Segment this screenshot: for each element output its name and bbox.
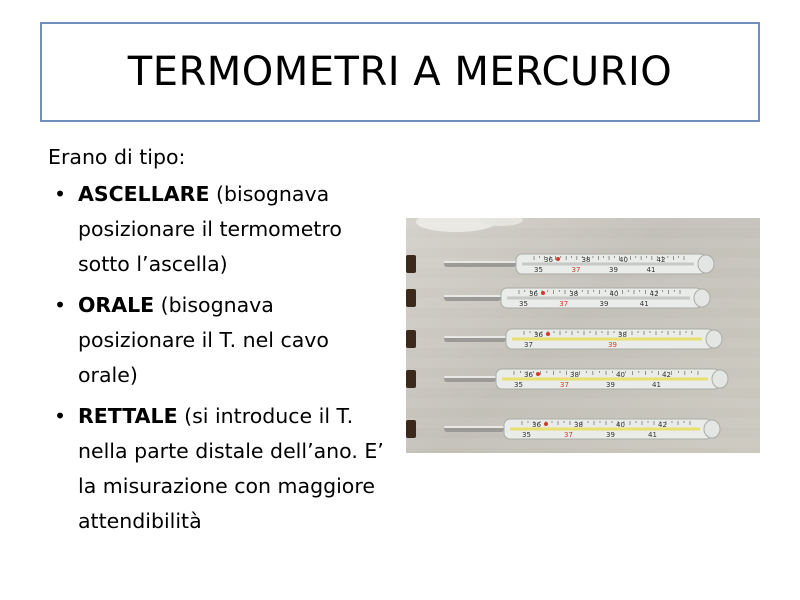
thermometer-tip-highlight — [444, 426, 504, 428]
thermometer-tip-highlight — [444, 336, 506, 338]
bullet-icon: • — [54, 182, 67, 206]
bullet-list — [48, 177, 393, 539]
cloth-texture — [406, 398, 760, 408]
scale-number: 40 — [619, 256, 628, 264]
scale-number: 40 — [609, 290, 619, 298]
cloth-texture — [406, 318, 760, 328]
red-marker — [536, 372, 540, 376]
bullet-title: RETTALE — [78, 404, 178, 428]
scale-number: 39 — [606, 381, 615, 389]
thermometer-cap — [406, 255, 416, 273]
bullet-title: ASCELLARE — [78, 182, 210, 206]
scale-number: 35 — [522, 431, 531, 439]
scale-number: 35 — [514, 381, 523, 389]
body-text — [48, 140, 393, 545]
thermometer-bulb — [704, 420, 720, 438]
title-box — [40, 22, 760, 122]
scale-number: 42 — [662, 371, 671, 379]
scale-number: 38 — [618, 331, 627, 339]
cloth-texture — [406, 278, 760, 288]
scale-number: 39 — [609, 266, 618, 274]
scale-number: 38 — [581, 256, 591, 264]
scale-number: 37 — [560, 381, 569, 389]
thermometer-tip-highlight — [444, 376, 496, 378]
scale-number: 39 — [606, 431, 615, 439]
red-marker — [546, 332, 550, 336]
thermometer-bulb — [706, 330, 722, 348]
red-marker — [541, 291, 545, 295]
bullet-text: (bisognava posizionare il T. nel cavo orale) — [78, 293, 329, 387]
scale-number: 38 — [570, 371, 579, 379]
thermometer-cap — [406, 420, 416, 438]
scale-number: 38 — [569, 290, 579, 298]
thermometers-photo — [406, 218, 760, 453]
scale-number: 40 — [616, 421, 625, 429]
bullet-item-rettale — [48, 399, 393, 539]
scale-number: 41 — [648, 431, 657, 439]
scale-number: 38 — [574, 421, 583, 429]
cloth-texture — [406, 238, 760, 248]
scale-number: 42 — [658, 421, 667, 429]
thermometer-cap — [406, 330, 416, 348]
bullet-title: ORALE — [78, 293, 155, 317]
scale-number: 41 — [646, 266, 656, 274]
red-marker — [556, 257, 560, 261]
scale-number: 39 — [608, 341, 617, 349]
thermometer-tip-highlight — [444, 295, 501, 297]
scale-number: 37 — [559, 300, 569, 308]
scale-number: 35 — [534, 266, 543, 274]
scale-number: 36 — [534, 331, 543, 339]
scale-number: 37 — [571, 266, 581, 274]
thermometer-cap — [406, 289, 416, 307]
thermometer-bulb — [698, 255, 714, 273]
scale-number: 39 — [599, 300, 609, 308]
scale-number: 37 — [564, 431, 573, 439]
bullet-item-ascellare — [48, 177, 393, 282]
scale-number: 42 — [649, 290, 659, 298]
scale-number: 35 — [519, 300, 528, 308]
scale-number: 36 — [529, 290, 538, 298]
thermometer-cap — [406, 370, 416, 388]
scale-number: 36 — [532, 421, 541, 429]
scale-number: 40 — [616, 371, 625, 379]
bullet-icon: • — [54, 404, 67, 428]
thermometer-bulb — [694, 289, 710, 307]
intro-text: Erano di tipo: — [48, 145, 186, 169]
slide-title: TERMOMETRI A MERCURIO — [127, 49, 673, 95]
scale-number: 36 — [544, 256, 553, 264]
bullet-item-orale — [48, 288, 393, 393]
red-marker — [544, 422, 548, 426]
bullet-icon: • — [54, 293, 67, 317]
scale-number: 41 — [652, 381, 661, 389]
thermometer-tip-highlight — [444, 261, 516, 263]
scale-number: 41 — [639, 300, 649, 308]
cloth-texture — [406, 358, 760, 368]
bullet-text: (bisognava posizionare il termometro sotto l’ascella) — [78, 182, 342, 276]
scale-number: 37 — [524, 341, 533, 349]
bullet-text: (si introduce il T. nella parte distale dell’ano. E’ la misurazione con maggiore attendibilità — [78, 404, 384, 533]
scale-number: 42 — [656, 256, 666, 264]
thermometers-illustration — [406, 218, 760, 453]
thermometer-bulb — [712, 370, 728, 388]
scale-number: 36 — [524, 371, 533, 379]
